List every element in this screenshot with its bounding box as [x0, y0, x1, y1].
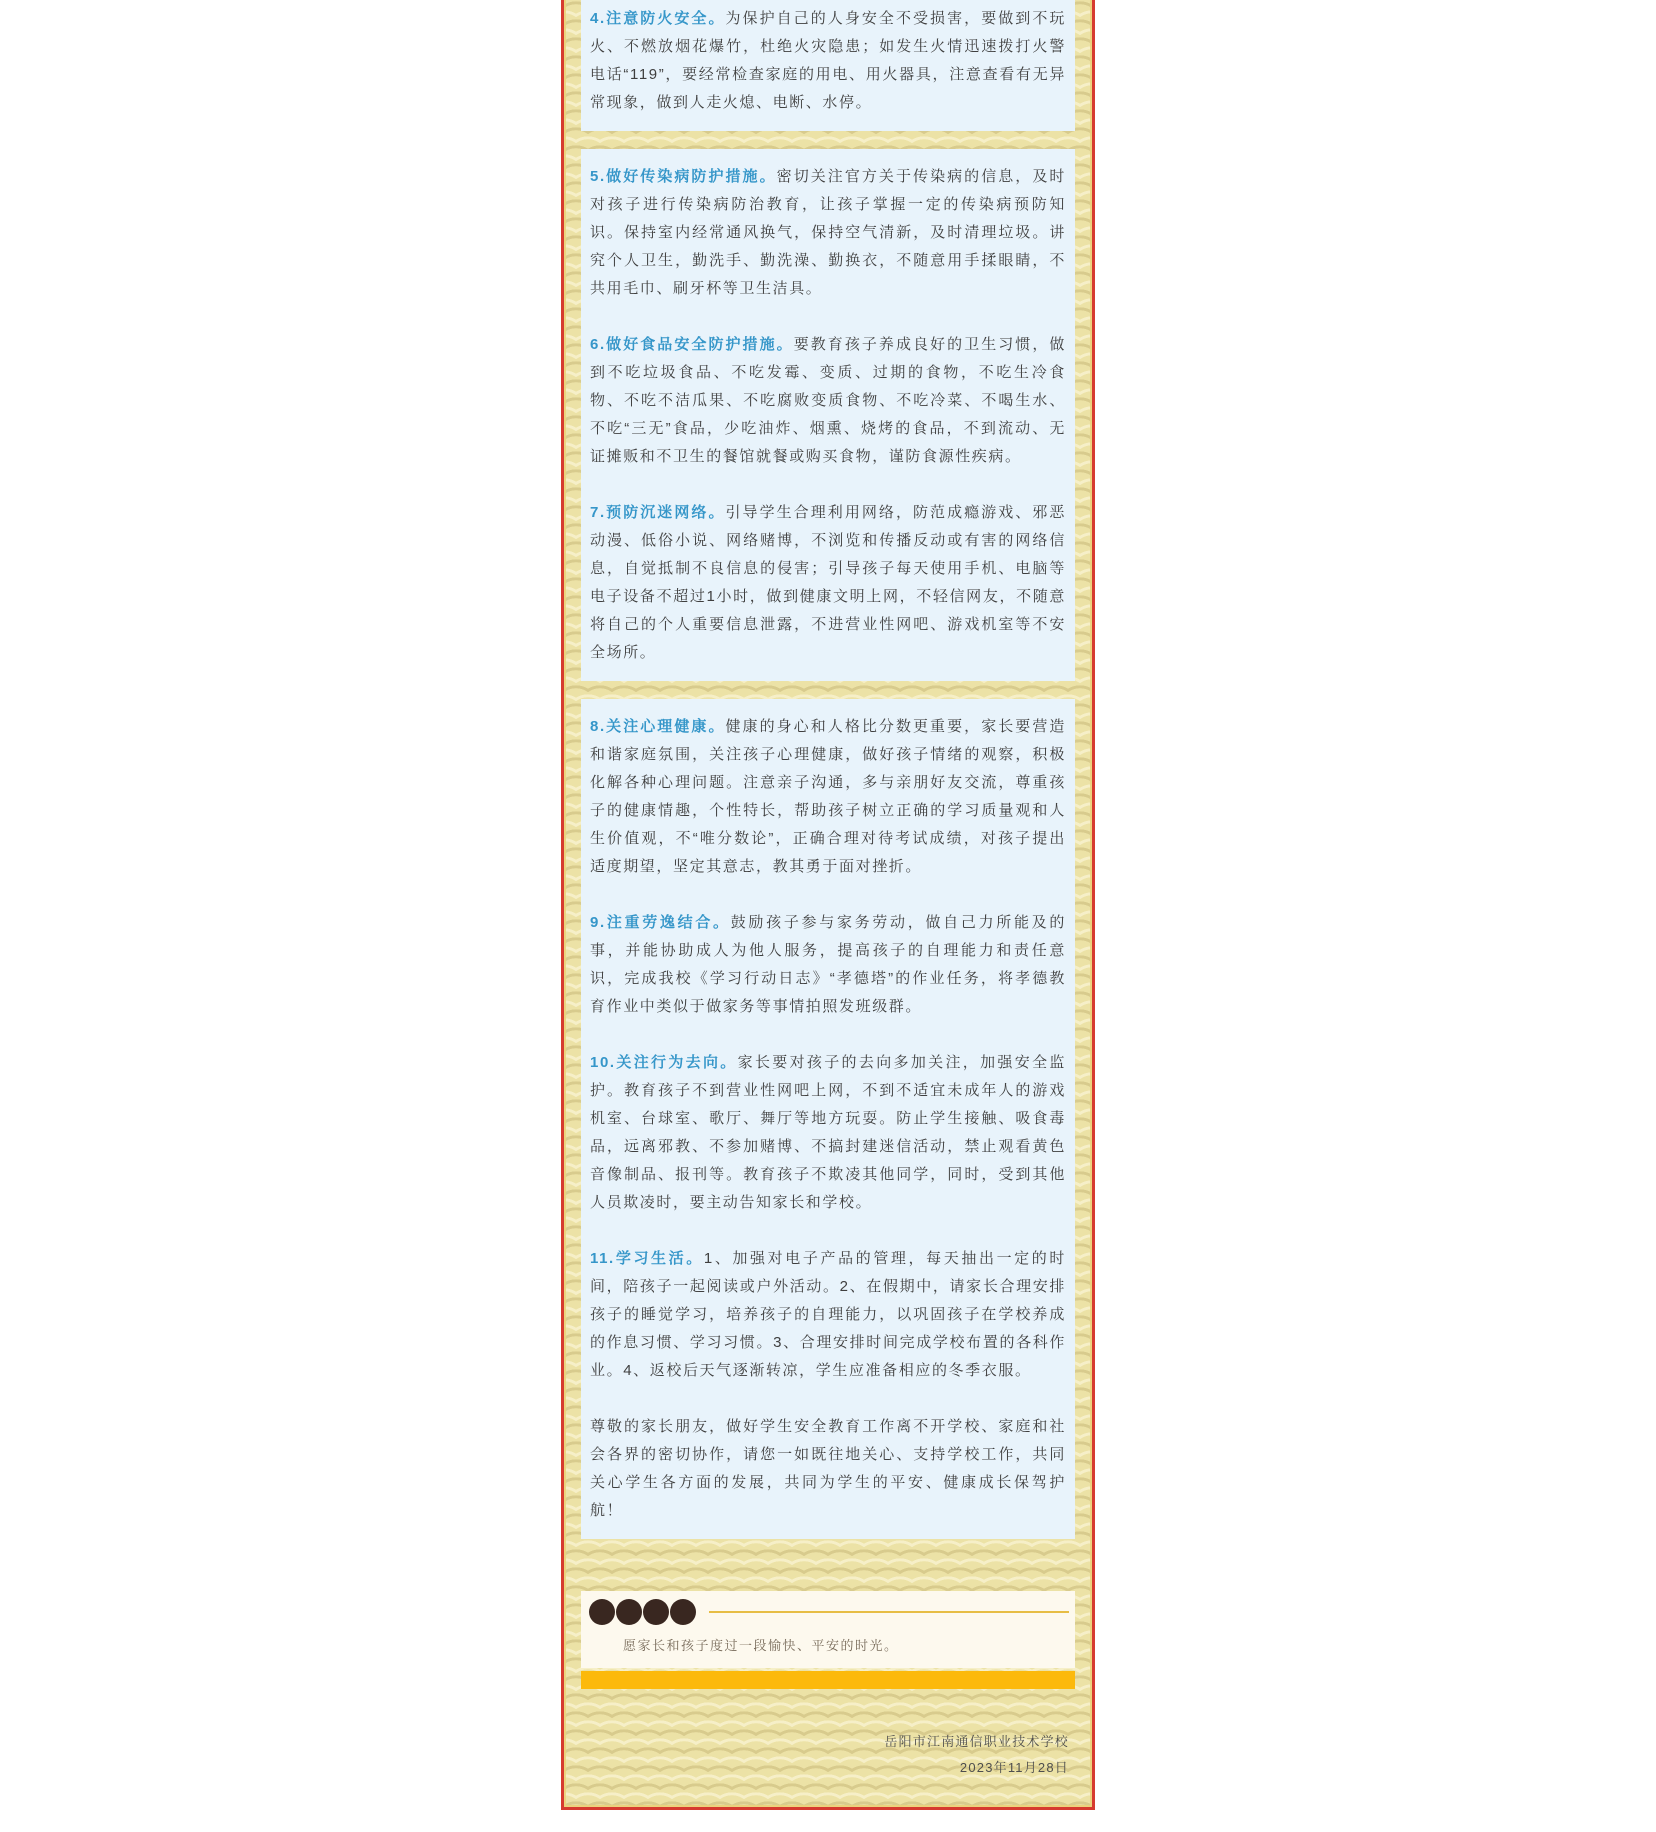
closing-paragraph — [590, 1413, 1066, 1525]
dots-row — [589, 1599, 1075, 1625]
dot-icon — [670, 1599, 696, 1625]
safety-item-8-heading: 8.关注心理健康。 — [590, 718, 726, 735]
safety-item-9-heading: 9.注重劳逸结合。 — [590, 914, 731, 931]
safety-item-9-body: 鼓励孩子参与家务劳动，做自己力所能及的事，并能协助成人为他人服务，提高孩子的自理能力和责任意识，完成我校《学习行动日志》“孝德塔”的作业任务，将孝德教育作业中类似于做家务等事情拍照发班级群。 — [590, 914, 1066, 1015]
notice-column — [561, 0, 1095, 1810]
content-box-1 — [581, 0, 1075, 131]
safety-item-4 — [590, 5, 1066, 117]
safety-item-9 — [590, 909, 1066, 1021]
safety-item-6 — [590, 331, 1066, 471]
safety-item-7 — [590, 499, 1066, 667]
safety-item-7-body: 引导学生合理利用网络，防范成瘾游戏、邪恶动漫、低俗小说、网络赌博，不浏览和传播反动或有害的网络信息，自觉抵制不良信息的侵害；引导孩子每天使用手机、电脑等电子设备不超过1小时，做到健康文明上网，不轻信网友，不随意将自己的个人重要信息泄露，不进营业性网吧、游戏机室等不安全场所。 — [590, 504, 1066, 661]
safety-item-6-heading: 6.做好食品安全防护措施。 — [590, 336, 794, 353]
safety-item-5 — [590, 163, 1066, 303]
safety-item-6-body: 要教育孩子养成良好的卫生习惯，做到不吃垃圾食品、不吃发霉、变质、过期的食物，不吃生冷食物、不吃不洁瓜果、不吃腐败变质食物、不吃冷菜、不喝生水、不吃“三无”食品，少吃油炸、烟熏、烧烤的食品，不到流动、无证摊贩和不卫生的餐馆就餐或购买食物，谨防食源性疾病。 — [590, 336, 1066, 465]
safety-item-11-heading: 11.学习生活。 — [590, 1250, 704, 1267]
safety-item-8-body: 健康的身心和人格比分数更重要，家长要营造和谐家庭氛围，关注孩子心理健康，做好孩子情绪的观察，积极化解各种心理问题。注意亲子沟通，多与亲朋好友交流，尊重孩子的健康情趣，个性特长，帮助孩子树立正确的学习质量观和人生价值观，不“唯分数论”，正确合理对待考试成绩，对孩子提出适度期望，坚定其意志，教其勇于面对挫折。 — [590, 718, 1066, 875]
signature-block — [581, 1729, 1075, 1781]
safety-item-4-heading: 4.注意防火安全。 — [590, 10, 726, 27]
safety-item-7-heading: 7.预防沉迷网络。 — [590, 504, 726, 521]
safety-item-10-heading: 10.关注行为去向。 — [590, 1054, 738, 1071]
safety-item-5-heading: 5.做好传染病防护措施。 — [590, 168, 777, 185]
dot-icon — [616, 1599, 642, 1625]
footer-message: 愿家长和孩子度过一段愉快、平安的时光。 — [623, 1638, 899, 1653]
school-name: 岳阳市江南通信职业技术学校 — [884, 1734, 1069, 1749]
divider-line — [709, 1611, 1069, 1613]
safety-item-11-body: 1、加强对电子产品的管理，每天抽出一定的时间，陪孩子一起阅读或户外活动。2、在假期中，请家长合理安排孩子的睡觉学习，培养孩子的自理能力，以巩固孩子在学校养成的作息习惯、学习习惯。3、合理安排时间完成学校布置的各科作业。4、返校后天气逐渐转凉，学生应准备相应的冬季衣服。 — [590, 1250, 1067, 1379]
content-box-3 — [581, 699, 1075, 1539]
safety-item-10-body: 家长要对孩子的去向多加关注，加强安全监护。教育孩子不到营业性网吧上网，不到不适宜未成年人的游戏机室、台球室、歌厅、舞厅等地方玩耍。防止学生接触、吸食毒品，远离邪教、不参加赌博、不搞封建迷信活动，禁止观看黄色音像制品、报刊等。教育孩子不欺凌其他同学，同时，受到其他人员欺凌时，要主动告知家长和学校。 — [590, 1054, 1066, 1211]
dot-icon — [643, 1599, 669, 1625]
footer-note-box — [581, 1591, 1075, 1668]
notice-date: 2023年11月28日 — [959, 1760, 1069, 1775]
content-box-2 — [581, 149, 1075, 681]
safety-item-11 — [590, 1245, 1066, 1385]
orange-bar — [581, 1671, 1075, 1689]
safety-item-5-body: 密切关注官方关于传染病的信息，及时对孩子进行传染病防治教育，让孩子掌握一定的传染病预防知识。保持室内经常通风换气，保持空气清新，及时清理垃圾。讲究个人卫生，勤洗手、勤洗澡、勤换衣，不随意用手揉眼睛，不共用毛巾、刷牙杯等卫生洁具。 — [590, 168, 1066, 297]
safety-item-10 — [590, 1049, 1066, 1217]
dot-icon — [589, 1599, 615, 1625]
safety-item-4-body: 为保护自己的人身安全不受损害，要做到不玩火、不燃放烟花爆竹，杜绝火灾隐患；如发生火情迅速拨打火警电话“119”，要经常检查家庭的用电、用火器具，注意查看有无异常现象，做到人走火熄、电断、水停。 — [590, 10, 1066, 111]
safety-item-8 — [590, 713, 1066, 881]
closing-paragraph-body: 尊敬的家长朋友，做好学生安全教育工作离不开学校、家庭和社会各界的密切协作，请您一如既往地关心、支持学校工作，共同关心学生各方面的发展，共同为学生的平安、健康成长保驾护航！ — [590, 1418, 1066, 1519]
